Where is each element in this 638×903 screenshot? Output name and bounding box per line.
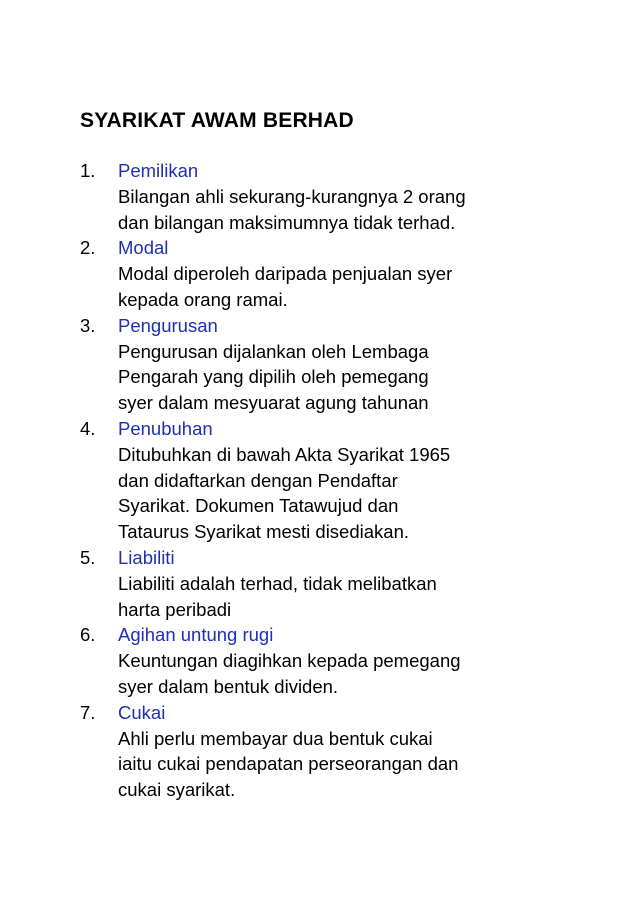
item-body (118, 313, 580, 416)
list-item-pemilikan (80, 158, 580, 235)
list-item-penubuhan (80, 416, 580, 545)
item-heading: Penubuhan (118, 417, 213, 439)
page-title: SYARIKAT AWAM BERHAD (80, 109, 354, 132)
item-heading: Liabiliti (118, 546, 175, 568)
item-description: Liabiliti adalah terhad, tidak melibatkan harta peribadi (118, 572, 437, 620)
item-number: 1. (80, 160, 96, 181)
feature-list (80, 158, 580, 803)
item-body (118, 235, 580, 312)
item-heading: Pemilikan (118, 160, 199, 181)
item-body (118, 158, 580, 235)
list-item-liabiliti (80, 545, 580, 622)
item-number: 3. (80, 314, 96, 336)
item-description: Ditubuhkan di bawah Akta Syarikat 1965 dan didaftarkan dengan Pendaftar Syarikat. Dokumen Tatawujud dan Tataurus Syarikat mesti disediakan. (118, 443, 451, 543)
document-page (80, 104, 580, 803)
item-body (118, 700, 580, 803)
item-number: 2. (80, 237, 96, 259)
item-number: 7. (80, 701, 96, 723)
item-number: 4. (80, 417, 96, 439)
item-number: 6. (80, 624, 96, 646)
item-heading: Agihan untung rugi (118, 624, 274, 646)
item-heading: Pengurusan (118, 314, 218, 336)
item-description: Pengurusan dijalankan oleh Lembaga Pengarah yang dipilih oleh pemegang syer dalam mesyuarat agung tahunan (118, 340, 429, 414)
list-item-modal (80, 235, 580, 312)
item-body (118, 545, 580, 622)
list-item-cukai (80, 700, 580, 803)
list-item-pengurusan (80, 313, 580, 416)
item-description: Bilangan ahli sekurang-kurangnya 2 orang dan bilangan maksimumnya tidak terhad. (118, 185, 466, 233)
item-body (118, 416, 580, 545)
item-body (118, 622, 580, 699)
list-item-agihan-untung-rugi (80, 622, 580, 699)
item-heading: Cukai (118, 701, 166, 723)
item-number: 5. (80, 546, 96, 568)
item-description: Keuntungan diagihkan kepada pemegang syer dalam bentuk dividen. (118, 650, 461, 697)
item-heading: Modal (118, 237, 169, 259)
item-description: Ahli perlu membayar dua bentuk cukai iaitu cukai pendapatan perseorangan dan cukai syarikat. (118, 727, 459, 801)
item-description: Modal diperoleh daripada penjualan syer kepada orang ramai. (118, 263, 453, 310)
